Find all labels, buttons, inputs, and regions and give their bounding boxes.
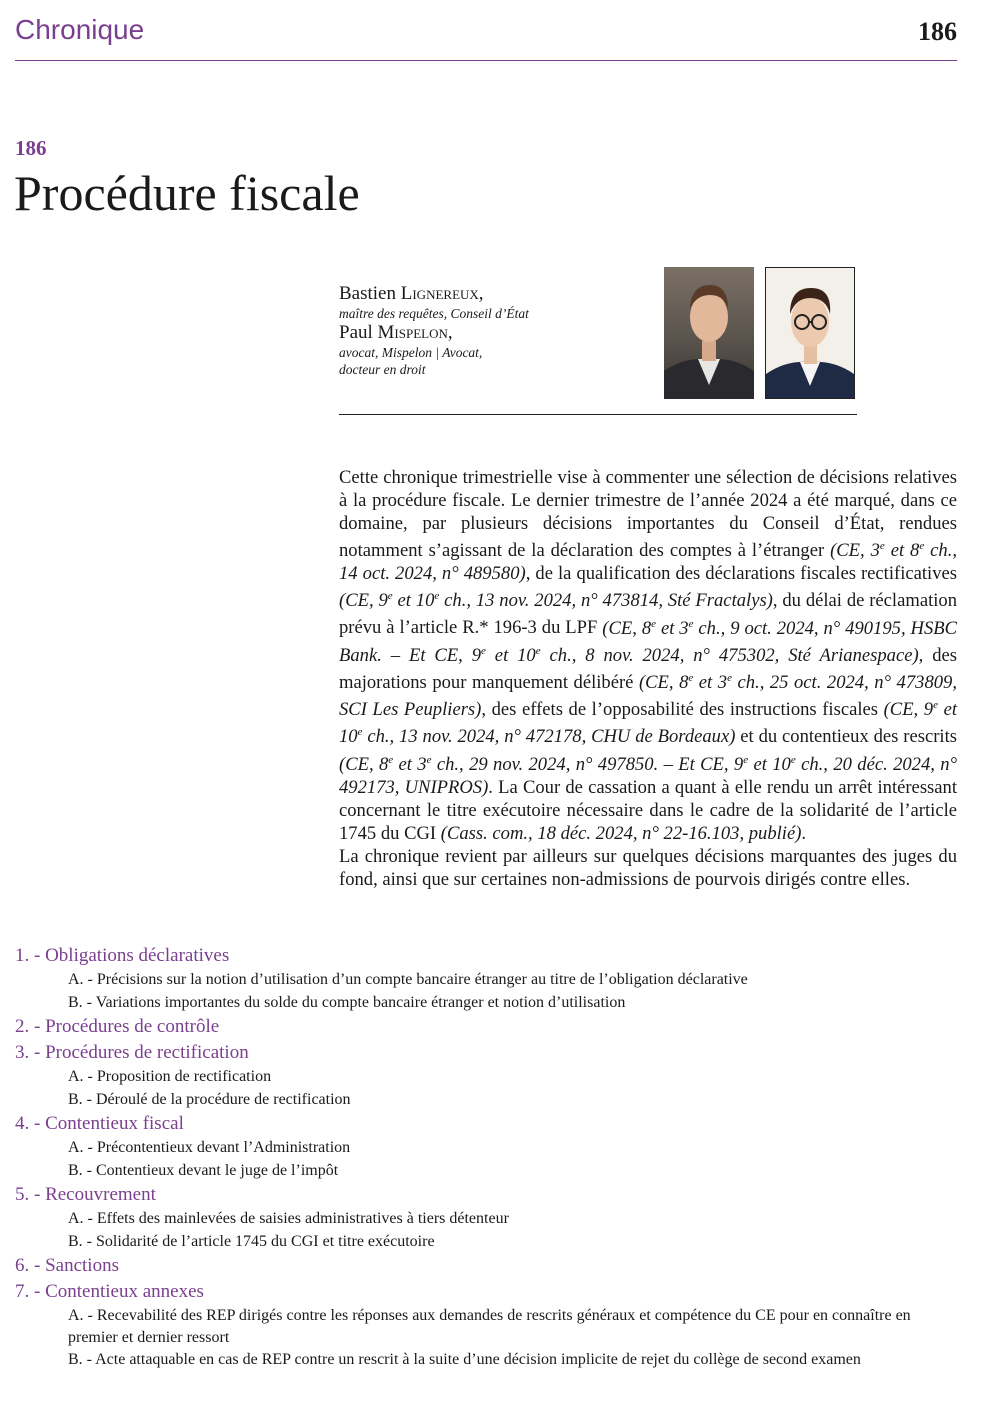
- page-number: 186: [918, 17, 957, 46]
- author-last-name: Mispelon,: [377, 322, 453, 343]
- toc-subsection: B. - Variations importantes du solde du compte bancaire étranger et notion d’utilisation: [68, 993, 626, 1011]
- toc-subsection: B. - Contentieux devant le juge de l’impôt: [68, 1161, 339, 1179]
- toc-subsection: A. - Précisions sur la notion d’utilisation d’un compte bancaire étranger au titre de l’obligation déclarative: [68, 971, 748, 988]
- author-role: docteur en droit: [339, 362, 426, 377]
- author-divider: [339, 414, 857, 415]
- article-number: 186: [15, 136, 47, 160]
- author-photo: [765, 267, 855, 399]
- toc-subsection: A. - Recevabilité des REP dirigés contre les réponses aux demandes de rescrits généraux et compétence du CE pour en connaître en premier et dernier ressort: [68, 1307, 911, 1346]
- citation: (CE, 8e et 3e ch., 25 oct. 2024, n° 473809, SCI Les Peupliers): [339, 671, 957, 721]
- abstract: [339, 466, 957, 891]
- toc-section: 3. - Procédures de rectification: [15, 1042, 249, 1063]
- toc-section: 5. - Recouvrement: [15, 1184, 156, 1205]
- citation: (CE, 9e et 10e ch., 13 nov. 2024, n° 472178, CHU de Bordeaux): [339, 698, 957, 748]
- author-photo: [664, 267, 754, 399]
- running-header: [15, 12, 957, 61]
- toc-section: 2. - Procédures de contrôle: [15, 1016, 220, 1037]
- toc-section: 6. - Sanctions: [15, 1255, 119, 1276]
- citation: (CE, 8e et 3e ch., 9 oct. 2024, n° 490195, HSBC Bank. – Et CE, 9e et 10e ch., 8 nov. 2024, n° 475302, Sté Arianespace): [339, 617, 958, 666]
- citation: (CE, 8e et 3e ch., 29 nov. 2024, n° 497850. – Et CE, 9e et 10e ch., 20 déc. 2024, n° 492173, UNIPROS): [339, 753, 958, 798]
- toc-subsection: B. - Acte attaquable en cas de REP contre un rescrit à la suite d’une décision implicite de rejet du collège de second examen: [68, 1351, 861, 1368]
- toc-section: 1. - Obligations déclaratives: [15, 945, 230, 966]
- author-role: maître des requêtes, Conseil d’État: [339, 306, 529, 321]
- author-role: avocat, Mispelon | Avocat,: [339, 345, 483, 360]
- citation: (CE, 9e et 10e ch., 13 nov. 2024, n° 473814, Sté Fractalys): [339, 590, 773, 612]
- abstract-paragraph: La chronique revient par ailleurs sur quelques décisions marquantes des juges du fond, ainsi que sur certaines non-admissions de pourvois dirigés contre elles.: [339, 845, 957, 890]
- article-title: Procédure fiscale: [14, 165, 360, 221]
- toc-section: 7. - Contentieux annexes: [15, 1281, 204, 1302]
- toc-subsection: A. - Précontentieux devant l’Administration: [68, 1139, 351, 1156]
- author-block: [339, 283, 659, 378]
- section-label: Chronique: [15, 14, 145, 45]
- author-first-name: Bastien: [339, 283, 396, 304]
- author-name: [339, 322, 659, 344]
- author-first-name: Paul: [339, 322, 373, 343]
- abstract-paragraph: Cette chronique trimestrielle vise à commenter une sélection de décisions relatives à la procédure fiscale. Le dernier trimestre de l’année 2024 a été marqué, dans ce domaine, par plusieurs décisions importantes du Conseil d’État, rendues notamment s’agissant de la déclaration des comptes à l’étranger (CE, 3e et 8e ch., 14 oct. 2024, n° 489580), de la qualification des déclarations fiscales rectificatives (CE, 9e et 10e ch., 13 nov. 2024, n° 473814, Sté Fractalys), du délai de réclamation prévu à l’article R.* 196-3 du LPF (CE, 8e et 3e ch., 9 oct. 2024, n° 490195, HSBC Bank. – Et CE, 9e et 10e ch., 8 nov. 2024, n° 475302, Sté Arianespace), des majorations pour manquement délibéré (CE, 8e et 3e ch., 25 oct. 2024, n° 473809, SCI Les Peupliers), des effets de l’opposabilité des instructions fiscales (CE, 9e et 10e ch., 13 nov. 2024, n° 472178, CHU de Bordeaux) et du contentieux des rescrits (CE, 8e et 3e ch., 29 nov. 2024, n° 497850. – Et CE, 9e et 10e ch., 20 déc. 2024, n° 492173, UNIPROS). La Cour de cassation a quant à elle rendu un arrêt intéressant concernant le titre exécutoire nécessaire dans le cadre de la solidarité de l’article 1745 du CGI (Cass. com., 18 déc. 2024, n° 22-16.103, publié).: [339, 467, 958, 844]
- citation: (Cass. com., 18 déc. 2024, n° 22-16.103, publié): [440, 822, 802, 844]
- toc-section: 4. - Contentieux fiscal: [15, 1113, 184, 1134]
- toc-subsection: A. - Proposition de rectification: [68, 1068, 272, 1085]
- author-name: [339, 283, 659, 305]
- toc-subsection: B. - Déroulé de la procédure de rectification: [68, 1090, 351, 1108]
- toc-subsection: A. - Effets des mainlevées de saisies administratives à tiers détenteur: [68, 1210, 509, 1227]
- toc-subsection: B. - Solidarité de l’article 1745 du CGI et titre exécutoire: [68, 1232, 435, 1250]
- author-last-name: Lignereux,: [400, 283, 484, 304]
- citation: (CE, 3e et 8e ch., 14 oct. 2024, n° 489580): [339, 540, 958, 585]
- table-of-contents: [15, 943, 957, 1372]
